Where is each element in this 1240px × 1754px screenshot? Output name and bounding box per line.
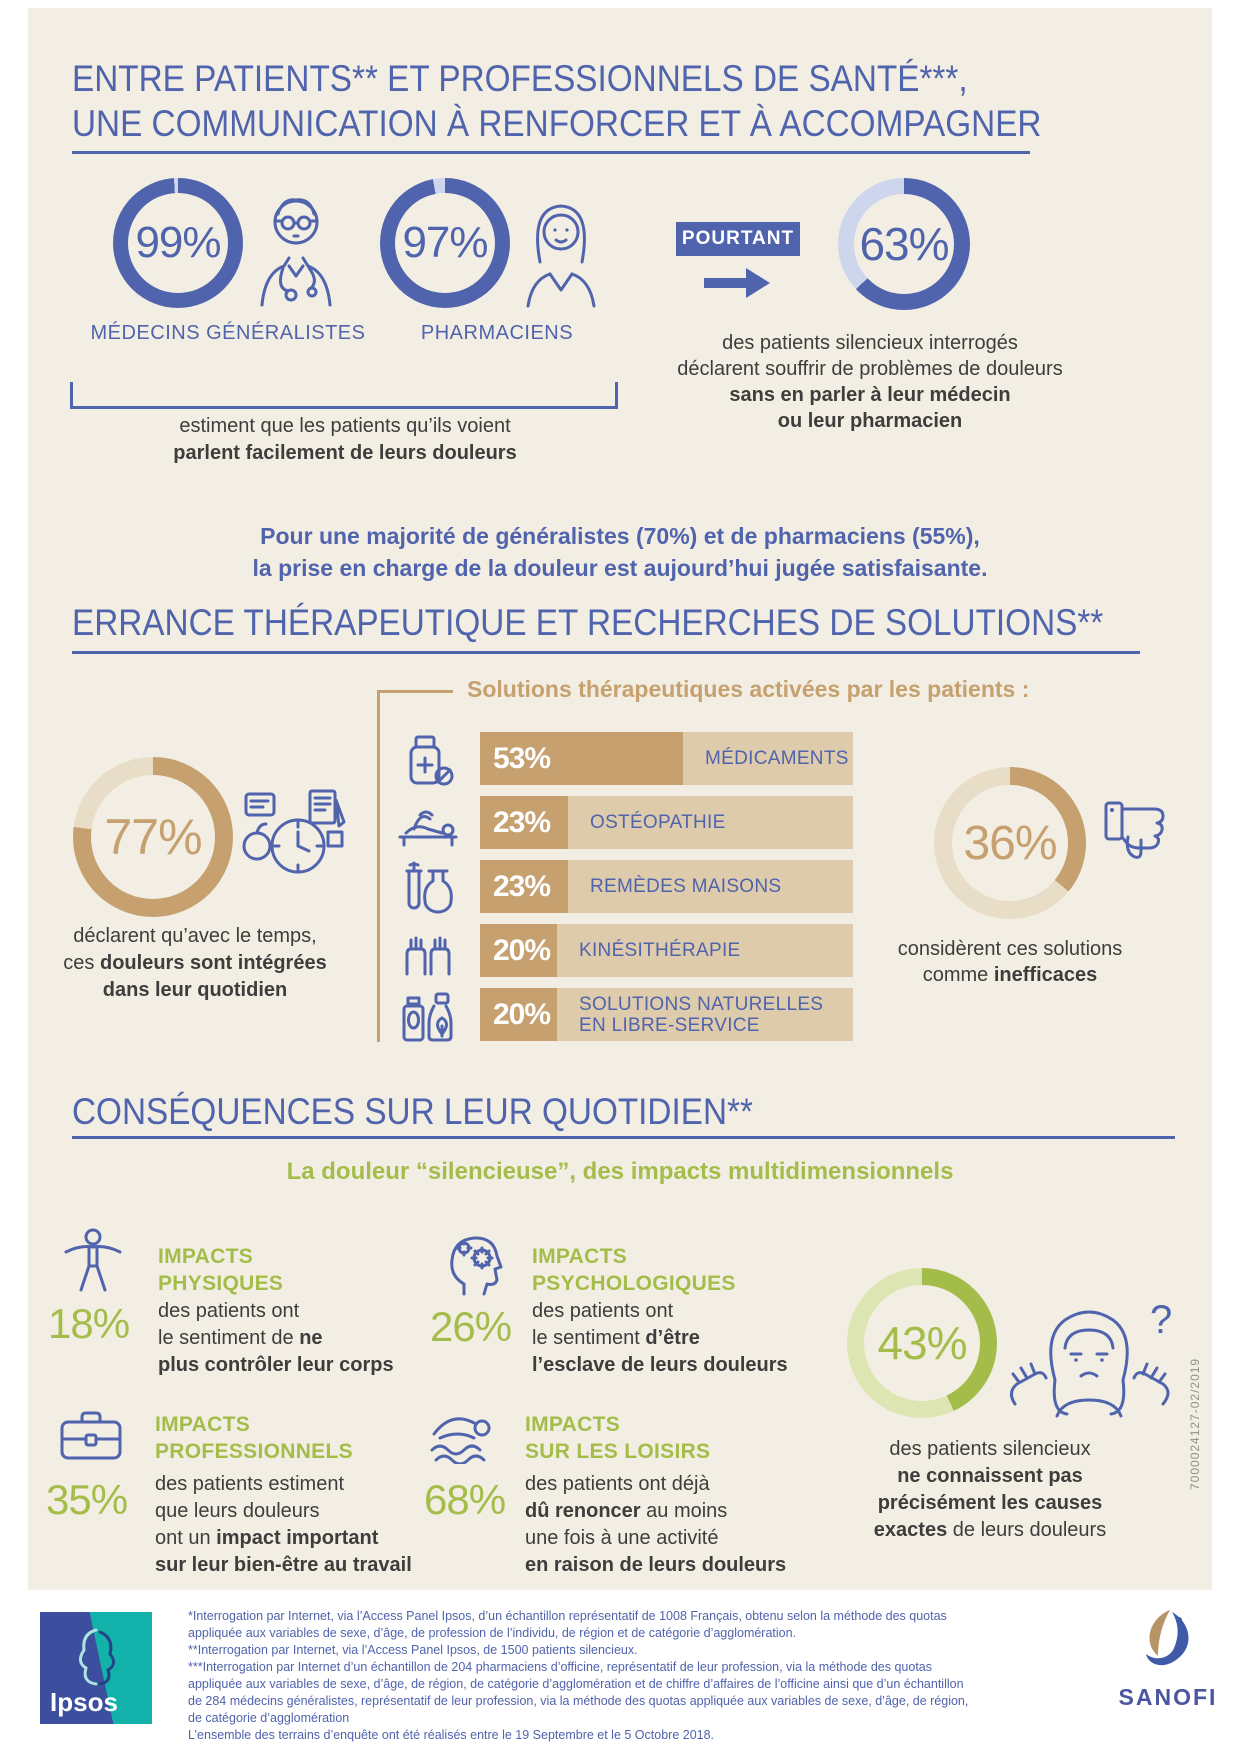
section1-underline: [72, 151, 1030, 154]
briefcase-icon: [58, 1408, 124, 1462]
donut-gp-value: 99%: [135, 218, 221, 267]
donut-gp: [113, 178, 243, 308]
donut-ineffective-value: 36%: [963, 816, 1057, 870]
donut-group-bracket: [70, 382, 618, 409]
impact-psychological-text: des patients ont le sentiment d’être l’esclave de leurs douleurs: [532, 1300, 788, 1376]
arrow-right-icon: [704, 268, 770, 298]
bar-fill-remedes: [480, 860, 568, 913]
bar-fill-kinesitherapie: [480, 924, 557, 977]
impact-professional-title: IMPACTS PROFESSIONNELS: [155, 1413, 353, 1463]
thumbs-down-icon: [1100, 795, 1184, 873]
swimmer-icon: [428, 1406, 500, 1464]
bar-row-remedes: [480, 860, 853, 913]
natural-solutions-icon: [392, 988, 464, 1041]
impact-physical-text: des patients ont le sentiment de ne plus contrôler leur corps: [158, 1300, 394, 1376]
bar-label-kinesitherapie: KINÉSITHÉRAPIE: [579, 940, 741, 961]
donut-ineffective: [934, 767, 1086, 919]
silent-statement: des patients silencieux interrogés déclarent souffrir de problèmes de douleurs sans en parler à leur médecin ou leur pharmacien: [677, 332, 1063, 432]
bar-fill-medicaments: [480, 732, 683, 785]
impact-leisure-title: IMPACTS SUR LES LOISIRS: [525, 1413, 711, 1463]
donut-integrated: [73, 757, 233, 917]
home-remedies-icon: [392, 860, 464, 913]
ipsos-logo: [40, 1612, 152, 1724]
bar-value-naturelles: 20%: [493, 997, 551, 1031]
ipsos-wordmark: Ipsos: [50, 1687, 118, 1717]
solutions-caption: Solutions thérapeutiques activées par les patients :: [467, 676, 1030, 702]
impact-leisure-text: des patients ont déjà dû renoncer au moins une fois à une activité en raison de leurs douleurs: [525, 1473, 787, 1576]
section3-subtitle: La douleur “silencieuse”, des impacts multidimensionnels: [286, 1158, 954, 1185]
impact-professional-pct: 35%: [46, 1476, 128, 1523]
integrated-statement: déclarent qu’avec le temps, ces douleurs sont intégrées dans leur quotidien: [63, 925, 327, 1001]
section3-title: CONSÉQUENCES SUR LEUR QUOTIDIEN**: [72, 1091, 753, 1132]
osteopathy-icon: [392, 796, 464, 849]
medication-icon: [392, 732, 464, 785]
bar-value-medicaments: 53%: [493, 741, 551, 775]
bar-label-osteopathie: OSTÉOPATHIE: [590, 812, 726, 833]
daily-life-icon: [240, 788, 346, 880]
physical-person-icon: [62, 1228, 124, 1294]
section1-title-line2: UNE COMMUNICATION À RENFORCER ET À ACCOMPAGNER: [72, 103, 1042, 144]
majority-statement: Pour une majorité de généralistes (70%) et de pharmaciens (55%), la prise en charge de la douleur est aujourd’hui jugée satisfaisante.: [252, 523, 988, 581]
section2-underline: [72, 651, 1140, 654]
donut-pharma: [380, 178, 510, 308]
causes-statement: des patients silencieux ne connaissent pas précisément les causes exactes de leurs douleurs: [873, 1438, 1107, 1541]
bar-row-osteopathie: [480, 796, 853, 849]
bar-value-osteopathie: 23%: [493, 805, 551, 839]
bar-row-naturelles: [480, 988, 853, 1041]
pharmacist-icon: [518, 194, 604, 310]
solutions-bracket-horizontal: [377, 690, 453, 693]
bar-value-remedes: 23%: [493, 869, 551, 903]
impact-psychological-pct: 26%: [430, 1303, 512, 1350]
impact-leisure-pct: 68%: [424, 1476, 506, 1523]
impact-physical-title: IMPACTS PHYSIQUES: [158, 1245, 284, 1295]
document-number: 7000024127-02/2019: [1188, 1357, 1202, 1490]
footnotes: *Interrogation par Internet, via l’Access Panel Ipsos, d’un échantillon représentatif de 1008 Français, obtenu selon la méthode des quotas appliquée aux variables de sexe, d’âge, de profession de l’individu, de région et de catégorie d’agglomération. **Interrogation par Internet, via l’Access Panel Ipsos, de 1500 patients silencieux. ***Interrogation par Internet d’un échantillon de 204 pharmaciens d’officine, représentatif de leur profession, via la méthode des quotas appliquée aux variables de sexe, d’âge, de région, de catégorie d’agglomération et de chiffre d’affaires de l’officine ainsi que d’un échantillon de 284 médecins généralistes, représentatif de leur profession, via la méthode des quotas appliquée aux variables de sexe, d’âge, de région, de catégorie d’agglomération L’ensemble des terrains d’enquête ont été réalisés entre le 19 Septembre et le 5 Octobre 2018.: [188, 1609, 969, 1742]
bracket-statement: estiment que les patients qu’ils voient parlent facilement de leurs douleurs: [173, 415, 517, 464]
bar-value-kinesitherapie: 20%: [493, 933, 551, 967]
pourtant-badge: POURTANT: [676, 222, 800, 256]
psychological-head-gears-icon: [438, 1226, 504, 1296]
ineffective-statement: considèrent ces solutions comme inefficaces: [897, 938, 1123, 986]
bar-label-medicaments: MÉDICAMENTS: [705, 748, 849, 769]
bar-row-medicaments: [480, 732, 853, 785]
donut-integrated-value: 77%: [104, 809, 202, 865]
donut-silent-value: 63%: [859, 218, 949, 270]
solutions-bracket-vertical: [377, 690, 380, 1042]
bar-row-kinesitherapie: [480, 924, 853, 977]
donut-causes-value: 43%: [877, 1317, 967, 1369]
doctor-icon: [250, 190, 342, 310]
donut-silent: [838, 178, 970, 310]
donut-gp-caption: MÉDECINS GÉNÉRALISTES: [90, 322, 366, 344]
bar-fill-naturelles: [480, 988, 557, 1041]
impact-psychological-title: IMPACTS PSYCHOLOGIQUES: [532, 1245, 736, 1295]
sanofi-wordmark: SANOFI: [1118, 1684, 1218, 1710]
section1-title-line1: ENTRE PATIENTS** ET PROFESSIONNELS DE SANTÉ***,: [72, 58, 968, 99]
bar-label-naturelles: SOLUTIONS NATURELLES EN LIBRE-SERVICE: [579, 993, 824, 1036]
physiotherapy-icon: [392, 924, 464, 977]
impact-physical-pct: 18%: [48, 1300, 130, 1347]
donut-pharma-caption: PHARMACIENS: [420, 322, 574, 344]
sanofi-logo: [1112, 1606, 1224, 1711]
section3-underline: [72, 1136, 1175, 1139]
bar-label-remedes: REMÈDES MAISONS: [590, 876, 782, 897]
bar-fill-osteopathie: [480, 796, 568, 849]
question-mark-icon: ?: [1150, 1298, 1173, 1342]
section2-title: ERRANCE THÉRAPEUTIQUE ET RECHERCHES DE SOLUTIONS**: [72, 602, 1104, 643]
donut-causes: [847, 1268, 997, 1418]
impact-professional-text: des patients estiment que leurs douleurs ont un impact important sur leur bien-être au travail: [155, 1473, 412, 1576]
donut-pharma-value: 97%: [402, 218, 488, 267]
